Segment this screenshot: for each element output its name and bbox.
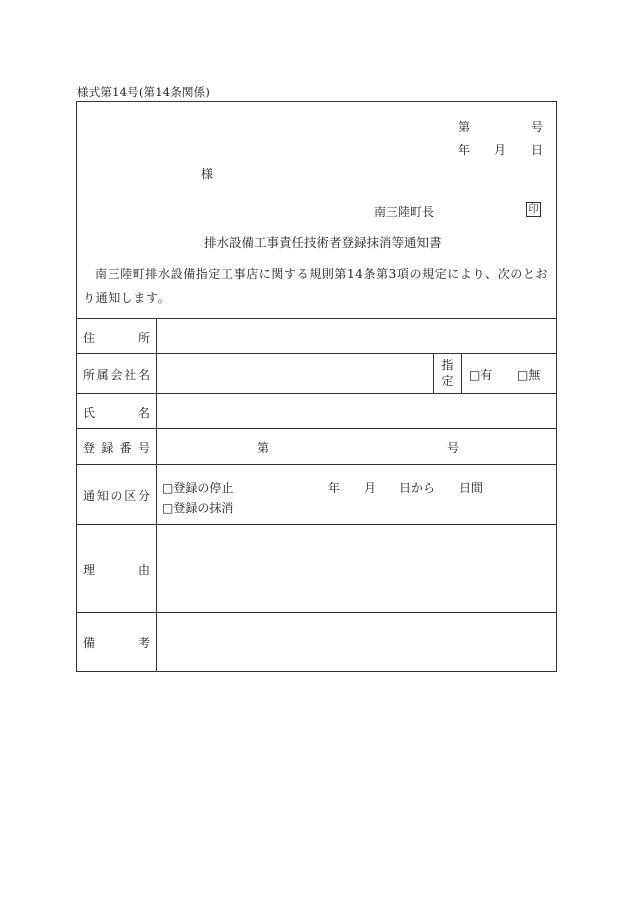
address-label: [83, 329, 150, 346]
reason-label: [83, 561, 150, 578]
addressee-suffix: 様: [201, 167, 214, 181]
designated-no-checkbox[interactable]: □無: [517, 368, 541, 382]
document-title: 排水設備工事責任技術者登録抹消等通知書: [204, 235, 442, 250]
document-number-suffix: 号: [531, 120, 544, 134]
date-year-label: 年: [458, 143, 471, 157]
cancel-registration-checkbox[interactable]: □登録の抹消: [162, 501, 234, 515]
company-label: [83, 366, 150, 383]
label-char: 録: [101, 441, 114, 455]
row-divider: [77, 464, 556, 465]
registration-prefix: 第: [257, 441, 270, 455]
label-char: 住: [83, 331, 96, 345]
row-divider: [77, 612, 556, 613]
designated-yes-checkbox[interactable]: □有: [469, 368, 493, 382]
suspend-registration-checkbox[interactable]: □登録の停止: [162, 481, 234, 495]
reason-field[interactable]: [162, 530, 552, 606]
remarks-field[interactable]: [162, 618, 552, 666]
designated-label: 指定: [441, 358, 454, 388]
label-char: の: [110, 489, 123, 503]
date-month-label: 月: [494, 143, 507, 157]
label-char: 分: [137, 489, 150, 503]
row-divider: [77, 428, 556, 429]
registration-label: [83, 439, 150, 456]
row-divider: [77, 353, 556, 354]
row-divider: [77, 524, 556, 525]
company-field[interactable]: [162, 360, 428, 386]
label-char: 由: [137, 563, 150, 577]
label-char: 通: [83, 489, 96, 503]
label-column-divider: [156, 318, 157, 671]
label-char: 属: [96, 368, 109, 382]
row-divider: [77, 393, 556, 394]
label-char: 名: [137, 406, 150, 420]
label-char: 知: [96, 489, 109, 503]
issuer-name: 南三陸町長: [374, 205, 435, 219]
label-char: 社: [124, 368, 137, 382]
label-char: 号: [137, 441, 150, 455]
remarks-label: [83, 634, 150, 651]
label-char: 氏: [83, 406, 96, 420]
label-char: 備: [83, 636, 96, 650]
period-from-label: 日から: [399, 481, 436, 495]
designated-column-divider: [433, 353, 434, 393]
period-month-label: 月: [364, 481, 377, 495]
period-days-label: 日間: [459, 481, 484, 495]
address-field[interactable]: [162, 324, 552, 348]
label-char: 理: [83, 563, 96, 577]
label-char: 所: [137, 331, 150, 345]
label-char: 所: [83, 368, 96, 382]
label-char: 考: [137, 636, 150, 650]
notice-type-label: [83, 487, 150, 504]
seal-mark: 印: [526, 202, 541, 217]
label-char: 名: [137, 368, 150, 382]
notification-form: [76, 101, 557, 672]
table-top-border: [77, 318, 556, 319]
label-char: 区: [124, 489, 137, 503]
name-field[interactable]: [162, 399, 552, 423]
label-char: 番: [119, 441, 132, 455]
period-year-label: 年: [328, 481, 341, 495]
document-number-prefix: 第: [458, 120, 471, 134]
date-day-label: 日: [531, 143, 544, 157]
designated-column-divider: [461, 353, 462, 393]
registration-suffix: 号: [447, 441, 460, 455]
body-text: 南三陸町排水設備指定工事店に関する規則第14条第3項の規定により、次のとおり通知します。: [83, 267, 549, 305]
form-number-label: 様式第14号(第14条関係): [77, 85, 211, 99]
label-char: 登: [83, 441, 96, 455]
name-label: [83, 404, 150, 421]
label-char: 会: [110, 368, 123, 382]
